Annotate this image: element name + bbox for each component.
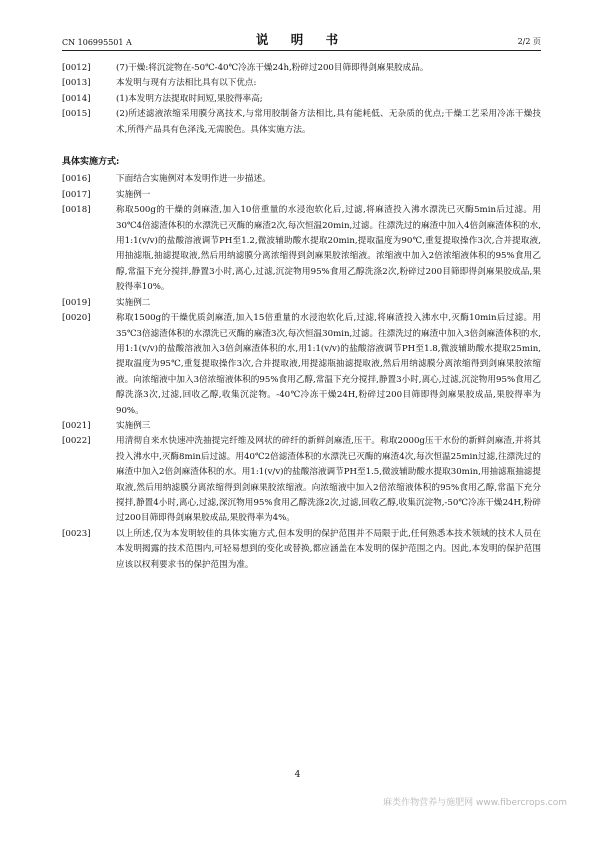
paragraph-number: [0023] — [62, 528, 91, 539]
paragraph — [62, 61, 541, 76]
paragraph-text: (2)所述滤液浓缩采用膜分离技术,与常用胶制备方法相比,具有能耗低、无杂质的优点;干燥工艺采用冷冻干燥技术,所得产品具有色泽浅,无需脱色。具体实施方法。 — [116, 109, 541, 135]
paragraph-number: [0015] — [62, 109, 91, 120]
paragraph-text: 实施例一 — [116, 189, 151, 200]
paragraph-number: [0017] — [62, 189, 91, 200]
paragraph-number: [0021] — [62, 420, 91, 431]
paragraph — [62, 527, 541, 573]
paragraph — [62, 311, 541, 419]
paragraph — [62, 203, 541, 295]
paragraph-text: 本发明与现有方法相比具有以下优点: — [116, 78, 257, 89]
paragraph-number: [0020] — [62, 313, 91, 324]
paragraph — [62, 296, 541, 311]
paragraph-text: 下面结合实施例对本发明作进一步描述。 — [116, 174, 271, 185]
paragraph — [62, 76, 541, 91]
paragraph-list-bottom — [62, 172, 541, 573]
paragraph-number: [0016] — [62, 174, 91, 185]
document-title: 说 明 书 — [255, 32, 348, 47]
watermark: 麻类作物营养与施肥网 www.fibercrops.com — [383, 798, 567, 808]
paragraph-number: [0018] — [62, 205, 91, 216]
paragraph — [62, 434, 541, 526]
document-body — [62, 61, 541, 573]
paragraph — [62, 92, 541, 107]
page-indicator: 2/2 页 — [517, 37, 541, 46]
page-header — [62, 34, 541, 51]
paragraph — [62, 188, 541, 203]
page-number: 4 — [294, 770, 301, 780]
paragraph — [62, 107, 541, 138]
paragraph-text: 称取1500g的干燥优质剑麻渣,加入15倍重量的水浸泡软化后,过滤,将麻渣投入沸水中,灭酶10min后过滤。用35℃3倍滤渣体积的水漂洗已灭酶的麻渣3次,每次恒温30min,过滤。往漂洗过的麻渣中加入3倍剑麻渣体积的水,用1:1(v/v)的盐酸溶液加入3倍剑麻渣体积的水,用1:1(v/v)的盐酸溶液调节PH至1.8,微波辅助酸水提取25min,提取温度为95℃,重复提取操作3次,合并提取液,用提滤瓶抽滤提取液,然后用纳滤膜分离浓缩得到剑麻果胶浓缩液。向浓缩液中加入3倍浓缩液体积的95%食用乙醇,常温下充分搅拌,静置3小时,离心,过滤,沉淀物用95%食用乙醇洗涤3次,过滤,回收乙醇,收集沉淀物。-40℃冷冻干燥24H,粉碎过200目筛即得剑麻果胶成品,果胶得率为90%。 — [116, 313, 541, 416]
paragraph-text: 实施例二 — [116, 297, 151, 308]
paragraph-text: 实施例三 — [116, 420, 151, 431]
paragraph-text: (7)干燥:将沉淀物在-50℃-40℃冷冻干燥24h,粉碎过200目筛即得剑麻果胶成品。 — [116, 63, 429, 73]
paragraph-list-top — [62, 61, 541, 138]
paragraph-text: 称取500g的干燥的剑麻渣,加入10倍重量的水浸泡软化后,过滤,将麻渣投入沸水漂洗已灭酶5min后过滤。用30℃4倍滤渣体积的水漂洗已灭酶的麻渣2次,每次恒温20min,过滤。往漂洗过的麻渣中加入4倍剑麻渣体积的水,用1:1(v/v)的盐酸溶液调节PH至1.2,微波辅助酸水提取20min,提取温度为90℃,重复提取操作3次,合并提取液,用抽滤瓶,抽滤提取液,然后用纳滤膜分离浓缩得到剑麻果胶浓缩液。浓缩液中加入2倍浓缩液体积的95%食用乙醇,常温下充分搅拌,静置3小时,离心,过滤,沉淀物用95%食用乙醇洗涤2次,粉碎过200目筛即得剑麻果胶成品,果胶得率10%。 — [116, 205, 541, 293]
paragraph-number: [0014] — [62, 93, 91, 104]
paragraph-number: [0019] — [62, 297, 91, 308]
paragraph — [62, 172, 541, 187]
paragraph-number: [0013] — [62, 78, 91, 89]
paragraph-text: (1)本发明方法提取时间短,果胶得率高; — [116, 93, 263, 104]
paragraph-number: [0022] — [62, 436, 91, 447]
patent-number: CN 106995501 A — [62, 38, 132, 47]
paragraph-text: 用清彻自来水快速冲洗抽提完纤维及网状的碎纤的新鲜剑麻渣,压干。称取2000g压干水份的新鲜剑麻渣,并将其投入沸水中,灭酶8min后过滤。用40℃2倍滤渣体积的水漂洗已灭酶的麻渣4次,每次恒温25min过滤,往漂洗过的麻渣中加入2倍剑麻渣体积的水。用1:1(v/v)的盐酸溶液调节PH至1.5,微波辅助酸水提取30min,用抽滤瓶抽滤提取液,然后用纳滤膜分离浓缩得到剑麻果胶浓缩液。向浓缩液中加入2倍浓缩液体积的95%食用乙醇,常温下充分搅拌,静置4小时,离心,过滤,深沉物用95%食用乙醇洗涤2次,过滤,回收乙醇,收集沉淀物,-50℃冷冻干燥24H,粉碎过200目筛即得剑麻果胶成品,果胶得率为4%。 — [116, 436, 541, 524]
paragraph — [62, 419, 541, 434]
paragraph-number: [0012] — [62, 63, 91, 73]
section-heading: 具体实施方式: — [62, 157, 120, 168]
paragraph-text: 以上所述,仅为本发明较佳的具体实施方式,但本发明的保护范围并不局限于此,任何熟悉本技术领域的技术人员在本发明揭露的技术范围内,可轻易想到的变化或替换,都应涵盖在本发明的保护范围之内。因此,本发明的保护范围应该以权利要求书的保护范围为准。 — [116, 528, 541, 570]
